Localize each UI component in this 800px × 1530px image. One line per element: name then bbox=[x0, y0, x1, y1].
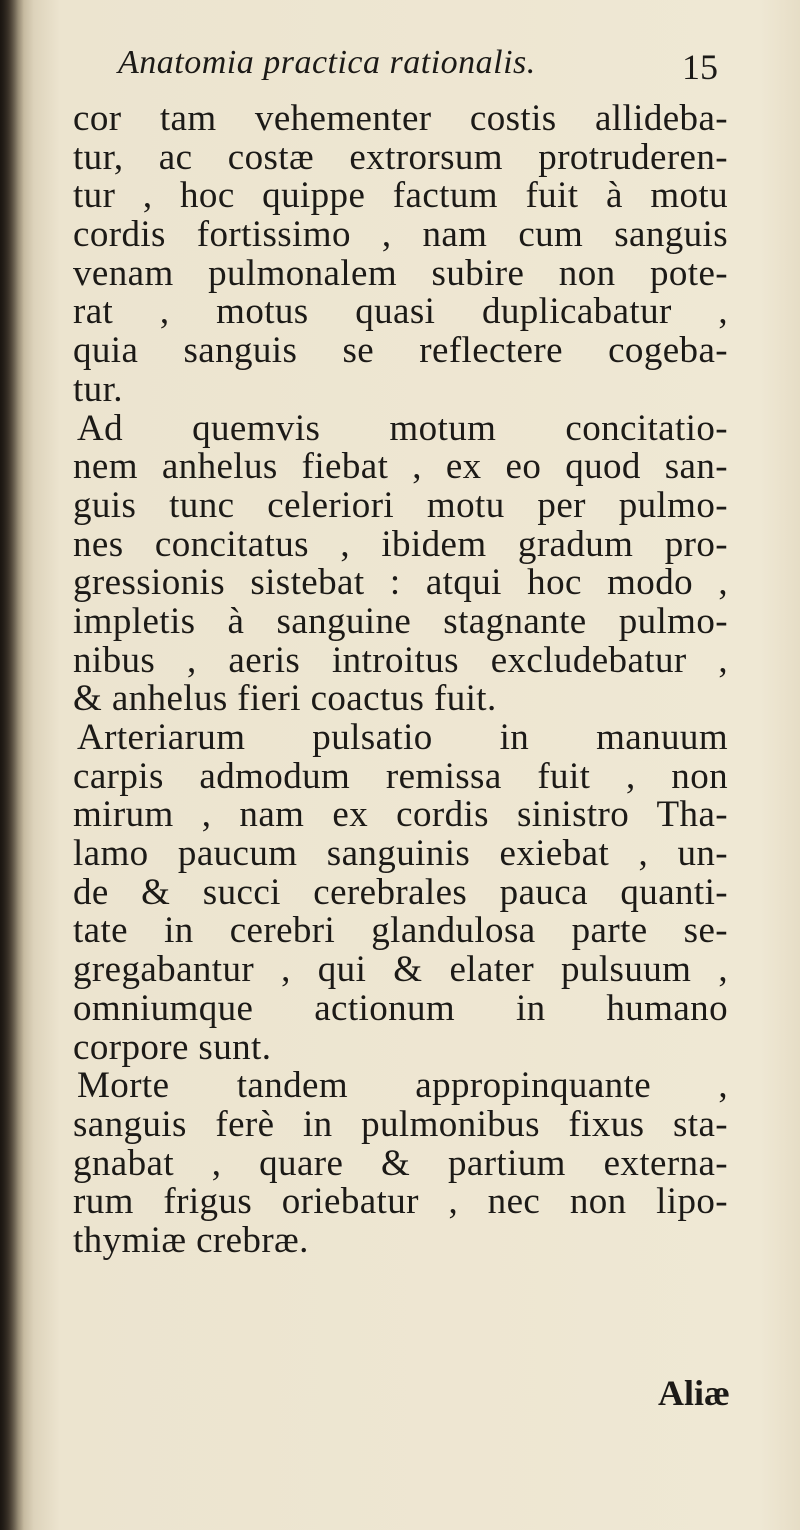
paragraph-start: Arteriarum pulsatio in manuum bbox=[77, 717, 728, 758]
text-line: carpis admodum remissa fuit , non bbox=[73, 755, 728, 797]
text-line: nes concitatus , ibidem gradum pro- bbox=[73, 523, 728, 565]
paragraph-start: Ad quemvis motum concitatio- bbox=[77, 407, 728, 449]
text-line: rat , motus quasi duplicabatur , bbox=[73, 291, 728, 333]
text-line: gressionis sistebat : atqui hoc modo , bbox=[73, 562, 728, 604]
text-line: venam pulmonalem subire non pote- bbox=[73, 252, 728, 294]
text-line: guis tunc celeriori motu per pulmo- bbox=[73, 484, 728, 526]
text-line: tur, ac costæ extrorsum protruderen- bbox=[73, 136, 728, 178]
body-text bbox=[73, 100, 728, 1261]
text-line: rum frigus oriebatur , nec non lipo- bbox=[73, 1181, 728, 1223]
text-line: nibus , aeris introitus excludebatur , bbox=[73, 639, 728, 681]
page-number: 15 bbox=[682, 47, 718, 87]
text-line: corpore sunt. bbox=[73, 1026, 272, 1068]
text-line: omniumque actionum in humano bbox=[73, 987, 728, 1029]
text-line: tur , hoc quippe factum fuit à motu bbox=[73, 175, 728, 217]
text-line: impletis à sanguine stagnante pulmo- bbox=[73, 600, 728, 642]
text-line: sanguis ferè in pulmonibus fixus sta- bbox=[73, 1103, 728, 1145]
page-header bbox=[118, 38, 718, 98]
text-line: quia sanguis se reflectere cogeba- bbox=[73, 330, 728, 372]
text-line: gregabantur , qui & elater pulsuum , bbox=[73, 949, 728, 991]
text-line: de & succi cerebrales pauca quanti- bbox=[73, 871, 728, 913]
catchword: Aliæ bbox=[658, 1373, 730, 1413]
binding-gutter bbox=[0, 0, 24, 1530]
text-line: nem anhelus fiebat , ex eo quod san- bbox=[73, 446, 728, 488]
text-line: cor tam vehementer costis allideba- bbox=[73, 98, 728, 139]
text-line: gnabat , quare & partium externa- bbox=[73, 1142, 728, 1184]
text-line: tate in cerebri glandulosa parte se- bbox=[73, 910, 728, 952]
text-line: thymiæ crebræ. bbox=[73, 1219, 309, 1261]
text-line: tur. bbox=[73, 368, 123, 410]
paragraph-start: Morte tandem appropinquante , bbox=[77, 1065, 728, 1107]
text-line: lamo paucum sanguinis exiebat , un- bbox=[73, 833, 728, 875]
text-line: cordis fortissimo , nam cum sanguis bbox=[73, 214, 728, 256]
running-title: Anatomia practica rationalis. bbox=[118, 44, 536, 81]
text-line: & anhelus fieri coactus fuit. bbox=[73, 678, 497, 720]
text-line: mirum , nam ex cordis sinistro Tha- bbox=[73, 794, 728, 836]
